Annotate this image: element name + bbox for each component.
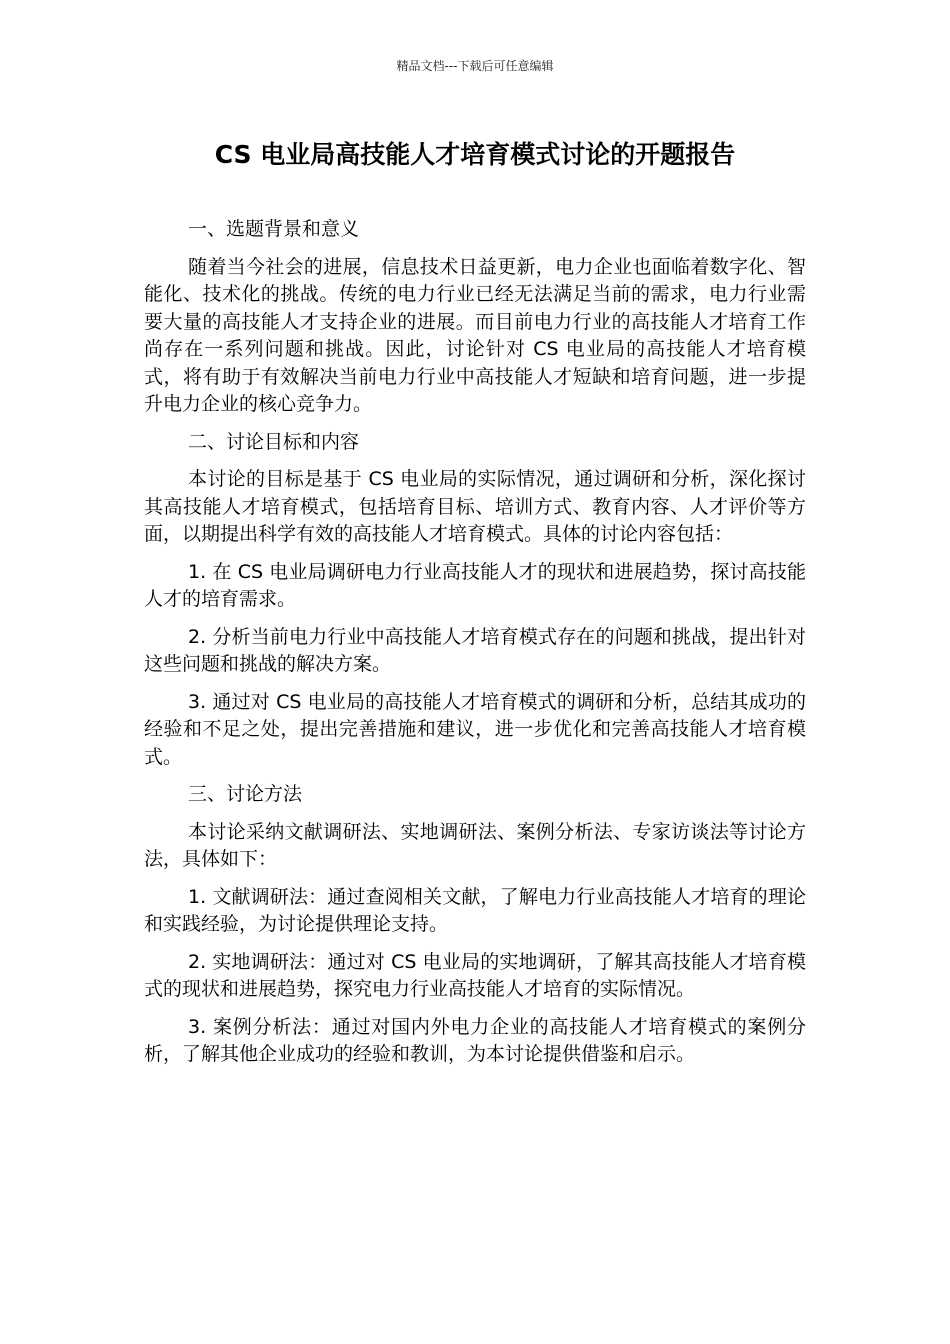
- section-heading-background: 一、选题背景和意义: [188, 218, 360, 240]
- list-item-method-2: 2. 实地调研法：通过对 CS 电业局的实地调研，了解其高技能人才培育模式的现状和进展趋势，探究电力行业高技能人才培育的实际情况。: [144, 950, 806, 1000]
- document-body: [144, 216, 806, 1079]
- page-header-note: 精品文档---下载后可任意编辑: [396, 59, 554, 73]
- section-heading-methods: 三、讨论方法: [188, 783, 303, 805]
- list-item-method-1: 1. 文献调研法：通过查阅相关文献，了解电力行业高技能人才培育的理论和实践经验，为讨论提供理论支持。: [144, 885, 806, 935]
- list-item-content-2: 2. 分析当前电力行业中高技能人才培育模式存在的问题和挑战，提出针对这些问题和挑战的解决方案。: [144, 625, 806, 675]
- list-item-content-1: 1. 在 CS 电业局调研电力行业高技能人才的现状和进展趋势，探讨高技能人才的培育需求。: [144, 560, 806, 610]
- paragraph-goals: 本讨论的目标是基于 CS 电业局的实际情况，通过调研和分析，深化探讨其高技能人才培育模式，包括培育目标、培训方式、教育内容、人才评价等方面，以期提出科学有效的高技能人才培育模式。具体的讨论内容包括：: [144, 468, 806, 545]
- document-title: CS 电业局高技能人才培育模式讨论的开题报告: [214, 140, 736, 169]
- list-item-content-3: 3. 通过对 CS 电业局的高技能人才培育模式的调研和分析，总结其成功的经验和不足之处，提出完善措施和建议，进一步优化和完善高技能人才培育模式。: [144, 690, 806, 768]
- paragraph-methods: 本讨论采纳文献调研法、实地调研法、案例分析法、专家访谈法等讨论方法，具体如下：: [144, 820, 806, 870]
- paragraph-background: 随着当今社会的进展，信息技术日益更新，电力企业也面临着数字化、智能化、技术化的挑战。传统的电力行业已经无法满足当前的需求，电力行业需要大量的高技能人才支持企业的进展。而目前电力行业的高技能人才培育工作尚存在一系列问题和挑战。因此，讨论针对 CS 电业局的高技能人才培育模式，将有助于有效解决当前电力行业中高技能人才短缺和培育问题，进一步提升电力企业的核心竞争力。: [144, 255, 806, 415]
- list-item-method-3: 3. 案例分析法：通过对国内外电力企业的高技能人才培育模式的案例分析，了解其他企业成功的经验和教训，为本讨论提供借鉴和启示。: [144, 1015, 806, 1065]
- section-heading-goals: 二、讨论目标和内容: [188, 430, 360, 453]
